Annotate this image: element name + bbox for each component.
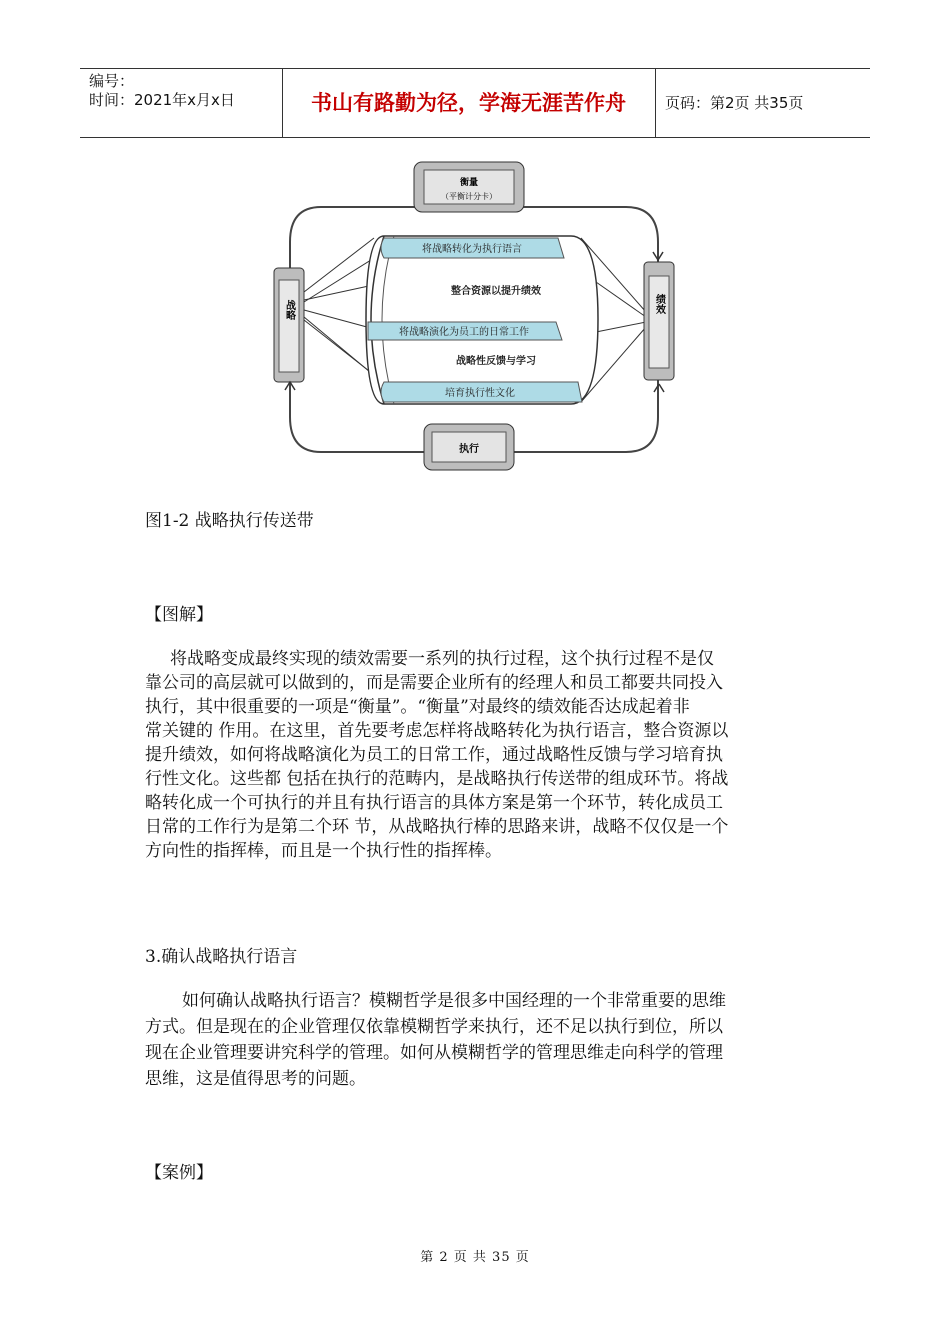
band-4-label: 战略性反馈与学习 bbox=[456, 356, 536, 367]
page-header bbox=[80, 68, 870, 138]
paragraph-line: 行性文化。这些都 包括在执行的范畴内，是战略执行传送带的组成环节。将战 bbox=[145, 769, 729, 789]
paragraph-line: 方式。但是现在的企业管理仅依靠模糊哲学来执行，还不足以执行到位，所以 bbox=[145, 1017, 723, 1037]
top-box-subtitle: （平衡计分卡） bbox=[441, 192, 497, 201]
section-heading-case: 【案例】 bbox=[145, 1163, 213, 1183]
paragraph-line: 思维，这是值得思考的问题。 bbox=[145, 1069, 366, 1089]
right-box-performance bbox=[644, 262, 674, 392]
paragraph-line: 提升绩效，如何将战略演化为员工的日常工作，通过战略性反馈与学习培育执 bbox=[145, 745, 723, 765]
section-heading-confirm-language: 3.确认战略执行语言 bbox=[145, 947, 298, 967]
section-heading-diagram-explanation: 【图解】 bbox=[145, 605, 213, 625]
paragraph-line: 现在企业管理要讲究科学的管理。如何从模糊哲学的管理思维走向科学的管理 bbox=[145, 1043, 723, 1063]
strategy-conveyor-diagram bbox=[266, 152, 686, 492]
paragraph-line: 方向性的指挥棒，而且是一个执行性的指挥棒。 bbox=[145, 841, 502, 861]
bottom-box-label: 执行 bbox=[459, 444, 479, 455]
date-line: 时间：2021年x月x日 bbox=[89, 91, 235, 109]
header-motto: 书山有路勤为径，学海无涯苦作舟 bbox=[282, 69, 656, 137]
paragraph-line: 执行，其中很重要的一项是“衡量”。“衡量”对最终的绩效能否达成起着非 bbox=[145, 697, 690, 717]
left-box-label: 战略 bbox=[283, 300, 295, 320]
paragraph-line: 常关键的 作用。在这里，首先要考虑怎样将战略转化为执行语言，整合资源以 bbox=[145, 721, 729, 741]
number-label: 编号： bbox=[89, 72, 135, 90]
conveyor-drum bbox=[366, 236, 598, 404]
left-box-strategy bbox=[274, 268, 304, 382]
band-5-label: 培育执行性文化 bbox=[445, 388, 515, 399]
bottom-box-execute bbox=[424, 424, 514, 470]
band-3-label: 将战略演化为员工的日常工作 bbox=[399, 327, 529, 338]
top-box-measure bbox=[414, 162, 524, 212]
paragraph-line: 略转化成一个可执行的并且有执行语言的具体方案是第一个环节，转化成员工 bbox=[145, 793, 723, 813]
header-page-info: 页码：第2页 共35页 bbox=[665, 94, 804, 112]
paragraph-line: 靠公司的高层就可以做到的，而是需要企业所有的经理人和员工都要共同投入 bbox=[145, 673, 723, 693]
band-1-label: 将战略转化为执行语言 bbox=[422, 244, 522, 255]
top-box-title: 衡量 bbox=[459, 178, 479, 188]
figure-caption: 图1-2 战略执行传送带 bbox=[145, 511, 314, 531]
band-2-label: 整合资源以提升绩效 bbox=[451, 286, 541, 297]
paragraph-line: 如何确认战略执行语言？模糊哲学是很多中国经理的一个非常重要的思维 bbox=[182, 991, 726, 1011]
right-box-label: 绩效 bbox=[653, 294, 665, 314]
paragraph-line: 将战略变成最终实现的绩效需要一系列的执行过程，这个执行过程不是仅 bbox=[170, 649, 714, 669]
header-meta bbox=[80, 69, 283, 137]
paragraph-line: 日常的工作行为是第二个环 节，从战略执行棒的思路来讲，战略不仅仅是一个 bbox=[145, 817, 729, 837]
page-footer: 第 2 页 共 35 页 bbox=[420, 1250, 530, 1265]
